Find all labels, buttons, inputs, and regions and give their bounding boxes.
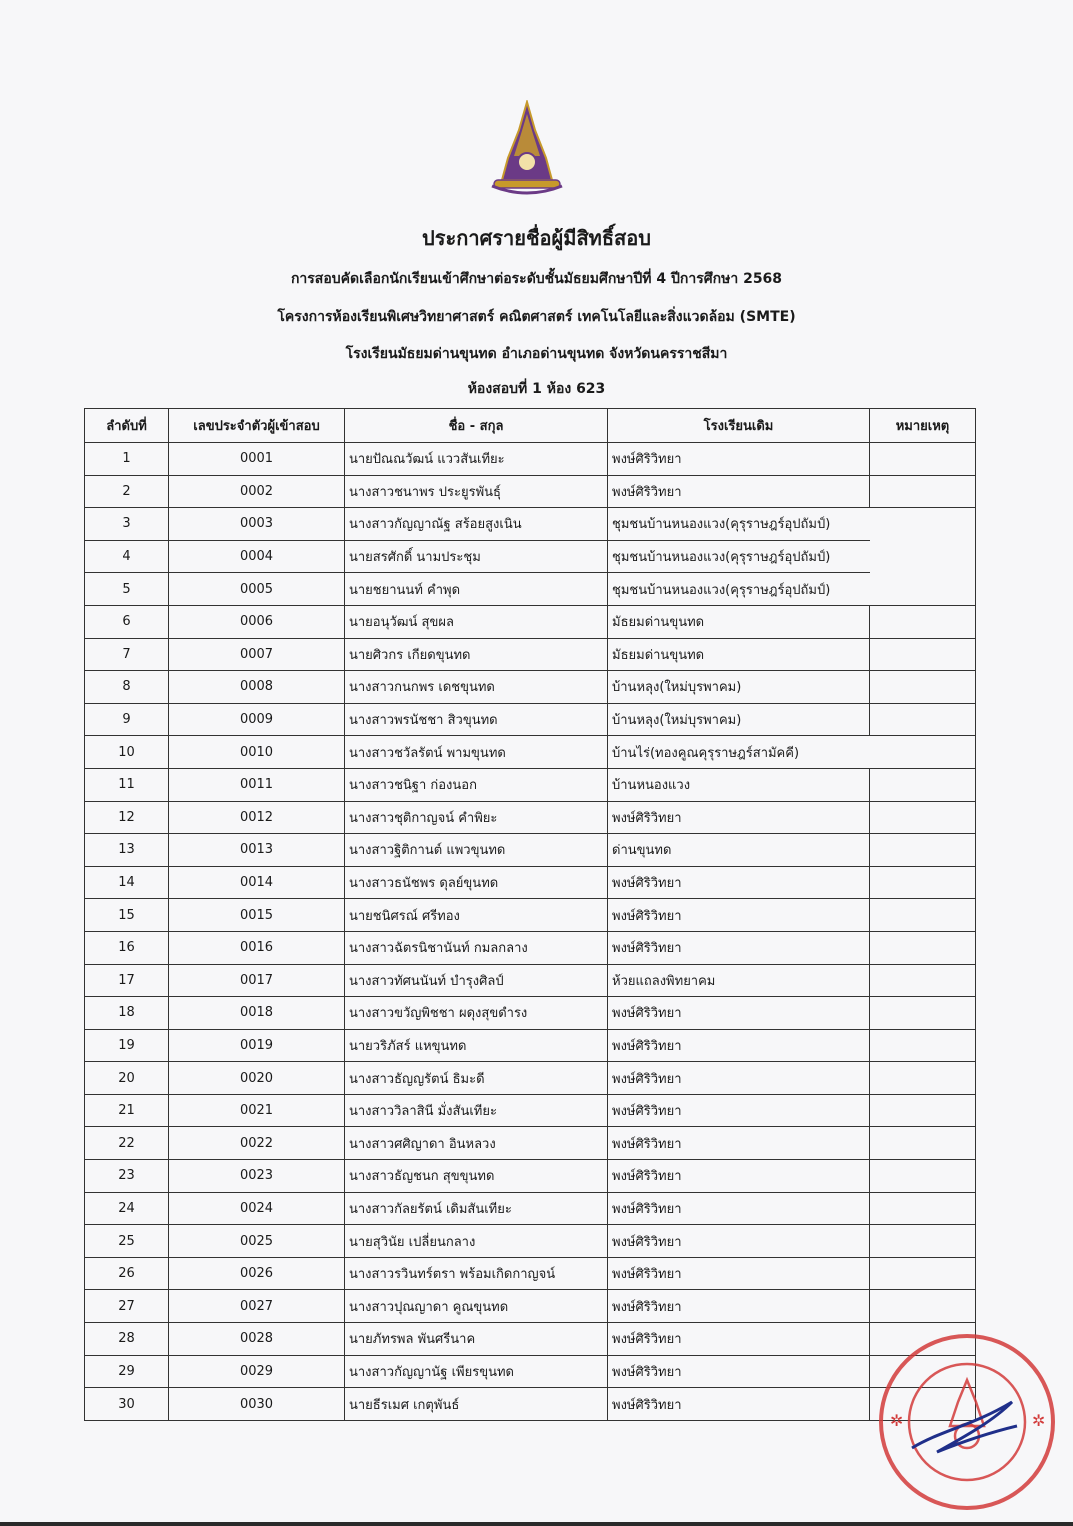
column-header-id: เลขประจำตัวผู้เข้าสอบ xyxy=(169,409,345,443)
cell-remark xyxy=(870,475,976,508)
cell-candidate-id: 0002 xyxy=(169,475,345,508)
table-row xyxy=(85,638,976,671)
school-location: โรงเรียนมัธยมด่านขุนทด อำเภอด่านขุนทด จังหวัดนครราชสีมา xyxy=(345,346,728,362)
cell-full-name: นายสรศักดิ์ นามประชุม xyxy=(345,540,608,573)
cell-candidate-id: 0017 xyxy=(169,964,345,997)
cell-previous-school: ชุมชนบ้านหนองแวง(คุรุราษฎร์อุปถัมป์) xyxy=(608,540,870,573)
cell-full-name: นางสาวชุติกาญจน์ คำพิยะ xyxy=(345,801,608,834)
cell-full-name: นายชยานนท์ คำพุด xyxy=(345,573,608,606)
cell-candidate-id: 0016 xyxy=(169,931,345,964)
cell-previous-school: พงษ์ศิริวิทยา xyxy=(608,1094,870,1127)
cell-previous-school: ชุมชนบ้านหนองแวง(คุรุราษฎร์อุปถัมป์) xyxy=(608,573,870,606)
table-body xyxy=(85,443,976,1421)
cell-full-name: นายวริภัสร์ แหขุนทด xyxy=(345,1029,608,1062)
cell-candidate-id: 0003 xyxy=(169,508,345,541)
cell-remark xyxy=(870,834,976,867)
cell-number: 10 xyxy=(85,736,169,769)
cell-full-name: นางสาวกัญญานัฐ เพียรขุนทด xyxy=(345,1355,608,1388)
cell-number: 19 xyxy=(85,1029,169,1062)
cell-full-name: นางสาวศศิญาดา อินหลวง xyxy=(345,1127,608,1160)
program-name: โครงการห้องเรียนพิเศษวิทยาศาสตร์ คณิตศาสตร์ เทคโนโลยีและสิ่งแวดล้อม (SMTE) xyxy=(277,309,796,325)
table-row xyxy=(85,964,976,997)
cell-previous-school: พงษ์ศิริวิทยา xyxy=(608,1192,870,1225)
cell-full-name: นางสาวกัลยรัตน์ เดิมสันเทียะ xyxy=(345,1192,608,1225)
cell-full-name: นางสาวพรนัชชา สิวขุนทด xyxy=(345,703,608,736)
cell-number: 14 xyxy=(85,866,169,899)
cell-remark xyxy=(870,1062,976,1095)
cell-candidate-id: 0005 xyxy=(169,573,345,606)
cell-candidate-id: 0028 xyxy=(169,1323,345,1356)
cell-full-name: นายธีรเมศ เกตุพันธ์ xyxy=(345,1388,608,1421)
cell-remark xyxy=(870,1290,976,1323)
cell-full-name: นางสาวฐิติกานต์ แพวขุนทด xyxy=(345,834,608,867)
announcement-title: ประกาศรายชื่อผู้มีสิทธิ์สอบ xyxy=(422,226,651,250)
cell-candidate-id: 0012 xyxy=(169,801,345,834)
table-row xyxy=(85,1355,976,1388)
cell-previous-school: พงษ์ศิริวิทยา xyxy=(608,866,870,899)
cell-previous-school: พงษ์ศิริวิทยา xyxy=(608,801,870,834)
cell-previous-school: พงษ์ศิริวิทยา xyxy=(608,1388,870,1421)
cell-full-name: นางสาวฉัตรนิชานันท์ กมลกลาง xyxy=(345,931,608,964)
table-row xyxy=(85,605,976,638)
cell-full-name: นางสาวธนัชพร ดุลย์ขุนทด xyxy=(345,866,608,899)
cell-candidate-id: 0011 xyxy=(169,768,345,801)
cell-candidate-id: 0026 xyxy=(169,1257,345,1290)
table-row xyxy=(85,703,976,736)
svg-text:✲: ✲ xyxy=(1032,1411,1046,1430)
cell-remark xyxy=(870,1094,976,1127)
cell-number: 6 xyxy=(85,605,169,638)
table-row xyxy=(85,443,976,476)
cell-number: 20 xyxy=(85,1062,169,1095)
cell-remark xyxy=(870,573,976,606)
cell-number: 18 xyxy=(85,997,169,1030)
cell-previous-school: พงษ์ศิริวิทยา xyxy=(608,1029,870,1062)
cell-previous-school: พงษ์ศิริวิทยา xyxy=(608,1323,870,1356)
exam-room: ห้องสอบที่ 1 ห้อง 623 xyxy=(467,381,606,397)
cell-remark xyxy=(870,1160,976,1193)
table-header-row xyxy=(85,409,976,443)
cell-remark xyxy=(870,1127,976,1160)
cell-remark xyxy=(870,931,976,964)
cell-number: 21 xyxy=(85,1094,169,1127)
cell-number: 27 xyxy=(85,1290,169,1323)
table-row xyxy=(85,1225,976,1258)
cell-previous-school: บ้านไร่(ทองคูณคุรุราษฎร์สามัคคี) xyxy=(608,736,870,769)
cell-full-name: นางสาวรวินทร์ตรา พร้อมเกิดกาญจน์ xyxy=(345,1257,608,1290)
cell-candidate-id: 0020 xyxy=(169,1062,345,1095)
cell-candidate-id: 0014 xyxy=(169,866,345,899)
cell-remark xyxy=(870,964,976,997)
table-row xyxy=(85,1388,976,1421)
cell-remark xyxy=(870,866,976,899)
cell-number: 29 xyxy=(85,1355,169,1388)
cell-remark xyxy=(870,605,976,638)
cell-number: 11 xyxy=(85,768,169,801)
cell-full-name: นางสาวชวัลรัตน์ พามขุนทด xyxy=(345,736,608,769)
cell-candidate-id: 0007 xyxy=(169,638,345,671)
cell-number: 13 xyxy=(85,834,169,867)
cell-remark xyxy=(870,540,976,573)
cell-full-name: นางสาวกนกพร เดชขุนทด xyxy=(345,671,608,704)
cell-remark xyxy=(870,508,976,541)
column-header-school: โรงเรียนเดิม xyxy=(608,409,870,443)
cell-previous-school: บ้านหนองแวง xyxy=(608,768,870,801)
cell-previous-school: พงษ์ศิริวิทยา xyxy=(608,1225,870,1258)
table-row xyxy=(85,1192,976,1225)
table-row xyxy=(85,736,976,769)
cell-full-name: นางสาวชนาพร ประยูรพันธุ์ xyxy=(345,475,608,508)
cell-number: 2 xyxy=(85,475,169,508)
table-row xyxy=(85,508,976,541)
cell-candidate-id: 0019 xyxy=(169,1029,345,1062)
cell-previous-school: พงษ์ศิริวิทยา xyxy=(608,899,870,932)
cell-previous-school: ห้วยแถลงพิทยาคม xyxy=(608,964,870,997)
cell-number: 23 xyxy=(85,1160,169,1193)
candidate-table xyxy=(84,408,976,1421)
cell-candidate-id: 0010 xyxy=(169,736,345,769)
table-row xyxy=(85,768,976,801)
table-row xyxy=(85,573,976,606)
cell-remark xyxy=(870,1225,976,1258)
table-row xyxy=(85,540,976,573)
cell-candidate-id: 0015 xyxy=(169,899,345,932)
cell-number: 3 xyxy=(85,508,169,541)
cell-previous-school: พงษ์ศิริวิทยา xyxy=(608,1290,870,1323)
cell-previous-school: มัธยมด่านขุนทด xyxy=(608,605,870,638)
cell-number: 24 xyxy=(85,1192,169,1225)
cell-full-name: นายอนุวัฒน์ สุขผล xyxy=(345,605,608,638)
cell-previous-school: พงษ์ศิริวิทยา xyxy=(608,1160,870,1193)
column-header-name: ชื่อ - สกุล xyxy=(345,409,608,443)
table-row xyxy=(85,671,976,704)
cell-full-name: นางสาวธัญชนก สุขขุนทด xyxy=(345,1160,608,1193)
cell-full-name: นายภัทรพล พันศรีนาค xyxy=(345,1323,608,1356)
table-row xyxy=(85,1257,976,1290)
svg-text:✲: ✲ xyxy=(890,1411,904,1430)
cell-candidate-id: 0030 xyxy=(169,1388,345,1421)
cell-full-name: นายปัณณวัฒน์ แววสันเทียะ xyxy=(345,443,608,476)
table-row xyxy=(85,475,976,508)
cell-previous-school: ด่านขุนทด xyxy=(608,834,870,867)
page-bottom-edge xyxy=(0,1522,1073,1526)
table-row xyxy=(85,866,976,899)
cell-candidate-id: 0025 xyxy=(169,1225,345,1258)
cell-remark xyxy=(870,899,976,932)
cell-candidate-id: 0018 xyxy=(169,997,345,1030)
cell-previous-school: พงษ์ศิริวิทยา xyxy=(608,1127,870,1160)
cell-number: 8 xyxy=(85,671,169,704)
cell-remark xyxy=(870,1257,976,1290)
cell-candidate-id: 0023 xyxy=(169,1160,345,1193)
cell-candidate-id: 0009 xyxy=(169,703,345,736)
cell-remark xyxy=(870,671,976,704)
cell-previous-school: พงษ์ศิริวิทยา xyxy=(608,931,870,964)
cell-candidate-id: 0013 xyxy=(169,834,345,867)
cell-previous-school: มัธยมด่านขุนทด xyxy=(608,638,870,671)
table-row xyxy=(85,1127,976,1160)
cell-previous-school: บ้านหลุง(ใหม่บุรพาคม) xyxy=(608,671,870,704)
table-row xyxy=(85,1290,976,1323)
cell-previous-school: พงษ์ศิริวิทยา xyxy=(608,443,870,476)
cell-number: 26 xyxy=(85,1257,169,1290)
cell-number: 25 xyxy=(85,1225,169,1258)
cell-remark xyxy=(870,703,976,736)
table-row xyxy=(85,931,976,964)
cell-number: 12 xyxy=(85,801,169,834)
cell-full-name: นางสาววิลาสินี มั่งสันเทียะ xyxy=(345,1094,608,1127)
cell-remark xyxy=(870,768,976,801)
cell-remark xyxy=(870,638,976,671)
cell-full-name: นายศิวกร เกียดขุนทด xyxy=(345,638,608,671)
cell-number: 30 xyxy=(85,1388,169,1421)
cell-full-name: นายชนิศรณ์ ศรีทอง xyxy=(345,899,608,932)
exam-description: การสอบคัดเลือกนักเรียนเข้าศึกษาต่อระดับชั้นมัธยมศึกษาปีที่ 4 ปีการศึกษา 2568 xyxy=(290,271,783,287)
cell-full-name: นางสาวธัญญรัตน์ ธิมะดี xyxy=(345,1062,608,1095)
cell-remark xyxy=(870,736,976,769)
cell-previous-school: พงษ์ศิริวิทยา xyxy=(608,1257,870,1290)
cell-number: 28 xyxy=(85,1323,169,1356)
cell-number: 17 xyxy=(85,964,169,997)
cell-full-name: นายสุวินัย เปลี่ยนกลาง xyxy=(345,1225,608,1258)
cell-previous-school: พงษ์ศิริวิทยา xyxy=(608,997,870,1030)
cell-number: 15 xyxy=(85,899,169,932)
cell-candidate-id: 0027 xyxy=(169,1290,345,1323)
table-row xyxy=(85,801,976,834)
table-row xyxy=(85,1160,976,1193)
column-header-no: ลำดับที่ xyxy=(85,409,169,443)
cell-full-name: นางสาวขวัญพิชชา ผดุงสุขดำรง xyxy=(345,997,608,1030)
cell-number: 22 xyxy=(85,1127,169,1160)
table-row xyxy=(85,1323,976,1356)
cell-full-name: นางสาวกัญญาณัฐ สร้อยสูงเนิน xyxy=(345,508,608,541)
table-row xyxy=(85,1094,976,1127)
table-row xyxy=(85,834,976,867)
cell-candidate-id: 0008 xyxy=(169,671,345,704)
cell-previous-school: พงษ์ศิริวิทยา xyxy=(608,475,870,508)
cell-remark xyxy=(870,443,976,476)
cell-previous-school: ชุมชนบ้านหนองแวง(คุรุราษฎร์อุปถัมป์) xyxy=(608,508,870,541)
cell-remark xyxy=(870,997,976,1030)
school-emblem-logo xyxy=(488,100,566,200)
cell-candidate-id: 0022 xyxy=(169,1127,345,1160)
table-row xyxy=(85,1029,976,1062)
cell-previous-school: บ้านหลุง(ใหม่บุรพาคม) xyxy=(608,703,870,736)
cell-candidate-id: 0024 xyxy=(169,1192,345,1225)
cell-candidate-id: 0006 xyxy=(169,605,345,638)
cell-candidate-id: 0001 xyxy=(169,443,345,476)
cell-full-name: นางสาวชนิฐา ก่องนอก xyxy=(345,768,608,801)
cell-candidate-id: 0021 xyxy=(169,1094,345,1127)
table-row xyxy=(85,1062,976,1095)
cell-remark xyxy=(870,1029,976,1062)
cell-remark xyxy=(870,801,976,834)
school-seal-stamp xyxy=(852,1330,1062,1510)
table-row xyxy=(85,997,976,1030)
cell-number: 4 xyxy=(85,540,169,573)
cell-candidate-id: 0004 xyxy=(169,540,345,573)
table-row xyxy=(85,899,976,932)
cell-full-name: นางสาวทัศนนันท์ บำรุงศิลป์ xyxy=(345,964,608,997)
cell-previous-school: พงษ์ศิริวิทยา xyxy=(608,1062,870,1095)
cell-full-name: นางสาวปุณญาดา คูณขุนทด xyxy=(345,1290,608,1323)
cell-number: 1 xyxy=(85,443,169,476)
cell-number: 9 xyxy=(85,703,169,736)
cell-candidate-id: 0029 xyxy=(169,1355,345,1388)
cell-remark xyxy=(870,1192,976,1225)
cell-number: 16 xyxy=(85,931,169,964)
cell-previous-school: พงษ์ศิริวิทยา xyxy=(608,1355,870,1388)
cell-number: 5 xyxy=(85,573,169,606)
column-header-note: หมายเหตุ xyxy=(870,409,976,443)
cell-number: 7 xyxy=(85,638,169,671)
